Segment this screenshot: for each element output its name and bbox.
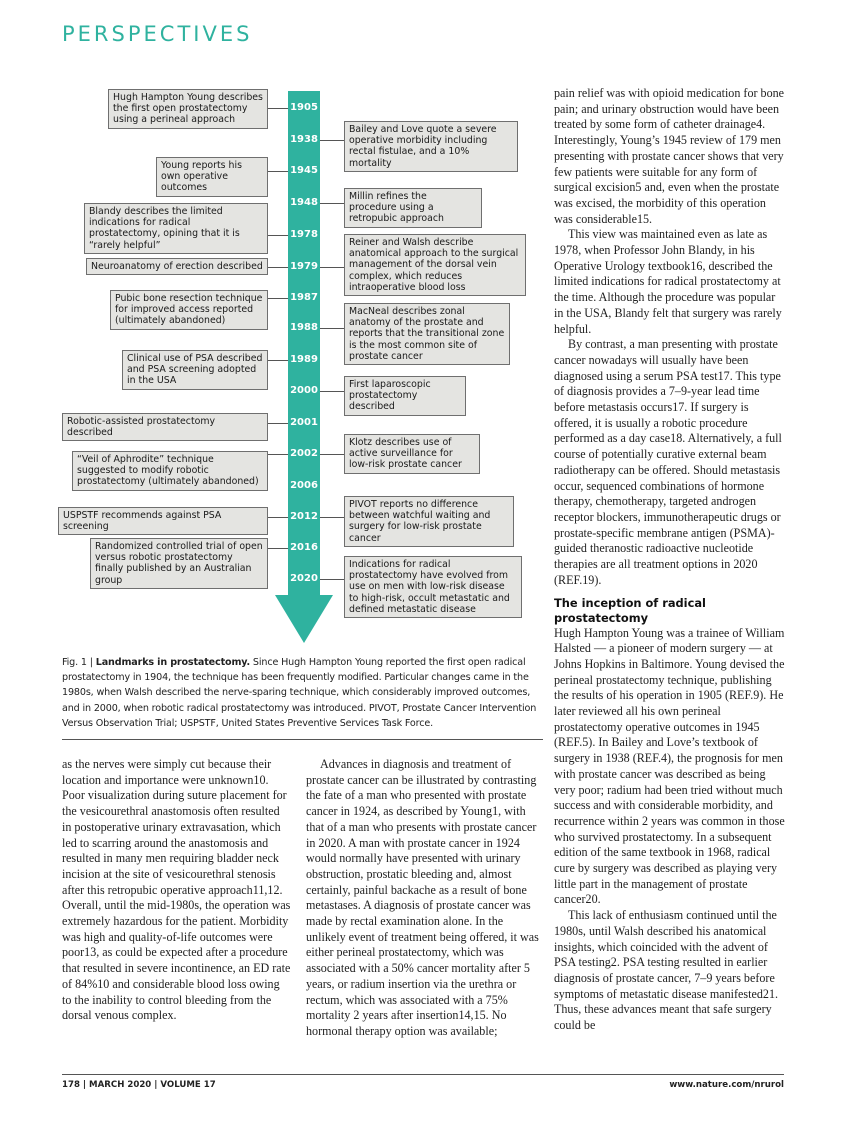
caption-divider [62,739,543,740]
connector-line [268,171,288,172]
body-column-3 [554,86,786,1034]
year-label: 2001 [290,417,318,428]
year-label: 1987 [290,292,318,303]
footer-rule [62,1074,784,1075]
event-box-right: Reiner and Walsh describe anatomical approach to the surgical management of the dorsal vein complex, which reduces intraoperative blood loss [344,234,526,296]
connector-line [268,267,288,268]
connector-line [268,423,288,424]
event-box-right: Bailey and Love quote a severe operative morbidity including rectal fistulae, and a 10% mortality [344,121,518,172]
timeline-arrowhead [275,595,333,643]
connector-line [320,267,344,268]
year-label: 2002 [290,448,318,459]
event-box-left: Randomized controlled trial of open versus robotic prostatectomy finally published by an Australian group [90,538,268,589]
section-label: PERSPECTIVES [62,22,253,46]
connector-line [268,517,288,518]
paragraph: This lack of enthusiasm continued until the 1980s, until Walsh described his anatomical insights, which coincided with the advent of PSA testing2. PSA testing resulted in earlier diagnosis of prostate cancer, 7–9 years before symptoms of metastatic disease manifested21. Thus, these advances meant that safe surgery could be [554,908,779,1033]
paragraph: pain relief was with opioid medication for bone pain; and urinary obstruction would have been treated by some form of catheter drainage4. Interestingly, Young’s 1945 review of 179 men presenting with prostate cancer shows that very few patients were suitable for any form of surgical excision5 and, even when the prostate was excised, the morbidity of this operation was considerable15. [554,86,785,226]
event-box-right: Klotz describes use of active surveillance for low-risk prostate cancer [344,434,480,474]
figure-caption: Fig. 1 | Landmarks in prostatectomy. Since Hugh Hampton Young reported the first open radical prostatectomy in 1904, the technique has been frequently modified. Particular changes came in the 1980s, when Walsh described the nerve-sparing technique, which considerably improved outcomes, and in 2000, when robotic radical prostatectomy was introduced. PIVOT, Prostate Cancer Intervention Versus Observation Trial; USPSTF, United States Preventive Services Task Force. [62,657,537,729]
event-box-right: MacNeal describes zonal anatomy of the prostate and reports that the transitional zone is the most common site of prostate cancer [344,303,510,365]
footer-url[interactable]: www.nature.com/nrurol [669,1080,784,1090]
paragraph: This view was maintained even as late as 1978, when Professor John Blandy, in his Operative Urology textbook16, described the limited indications for radical prostatectomy at the time. Although the procedure was popular in the USA, Blandy felt that surgery was rarely helpful. [554,227,782,336]
year-label: 2012 [290,511,318,522]
event-box-left: USPSTF recommends against PSA screening [58,507,268,535]
year-label: 1905 [290,102,318,113]
connector-line [320,391,344,392]
event-box-left: Hugh Hampton Young describes the first open prostatectomy using a perineal approach [108,89,268,129]
connector-line [320,454,344,455]
event-box-right: Indications for radical prostatectomy have evolved from use on men with low-risk disease to high-risk, occult metastatic and defined metastatic disease [344,556,522,618]
paragraph: Advances in diagnosis and treatment of prostate cancer can be illustrated by contrasting the fate of a man who presented with prostate cancer in 1924, as described by Young1, with that of a man who presents with prostate cancer in 2020. A man with prostate cancer in 1924 would normally have presented with urinary obstruction, prostatic bleeding and, almost certainly, painful backache as a result of bone metastases. A diagnosis of prostate cancer was made by rectal examination alone. In the unlikely event of treatment being offered, it was either perineal prostatectomy, which was associated with a 50% cancer mortality after 5 years, or radium insertion via the urethra or rectum, which was associated with a 75% mortality 2 years after insertion14,15. No hormonal therapy option was available; [306,757,539,1038]
paragraph: as the nerves were simply cut because their location and importance were unknown10. Poor visualization during suture placement for the vesicourethral anastomosis often resulted in postoperative urinary extravasation, which led to scarring around the anastomosis and resulted in many men requiring bladder neck incision at the site of vesicourethral stenosis after this retropubic operative approach11,12. Overall, until the mid-1980s, the operation was extremely hazardous for the patient. Morbidity was high and quality-of-life outcomes were poor13, as could be expected after a procedure that resulted in severe incontinence, an ED rate of 84%10 and considerable blood loss owing to the inability to control bleeding from the dorsal venous complex. [62,757,291,1023]
year-label: 1948 [290,197,318,208]
event-box-left: Blandy describes the limited indications for radical prostatectomy, opining that it is “rarely helpful” [84,203,268,254]
body-column-1 [62,757,292,1024]
connector-line [320,203,344,204]
connector-line [268,360,288,361]
event-box-right: Millin refines the procedure using a retropubic approach [344,188,482,228]
year-label: 2020 [290,573,318,584]
connector-line [268,298,288,299]
footer-issue: 178 | MARCH 2020 | VOLUME 17 [62,1080,216,1090]
section-heading: The inception of radical prostatectomy [554,595,706,625]
event-box-right: PIVOT reports no difference between watchful waiting and surgery for low-risk prostate cancer [344,496,514,547]
connector-line [268,454,288,455]
paragraph: By contrast, a man presenting with prostate cancer nowadays will usually have been diagnosed using a serum PSA test17. This type of diagnosis provides a 7–9-year lead time before metastasis occurs17. If surgery is offered, it is usually a robotic procedure performed as a day case18. Alternatively, a full course of potentially curative external beam radiotherapy can be offered. Should metastasis occur, sequenced combinations of hormone therapy, chemotherapy, targeted androgen receptor blockers, immunotherapeutic drugs or prostate-specific membrane antigen (PSMA)-guided theranostic radioactive nucleotide therapies are all treatment options in 2020 (REF.19). [554,337,782,587]
event-box-left: Clinical use of PSA described and PSA screening adopted in the USA [122,350,268,390]
year-label: 1938 [290,134,318,145]
event-box-left: Robotic-assisted prostatectomy described [62,413,268,441]
event-box-left: Young reports his own operative outcomes [156,157,268,197]
year-label: 2000 [290,385,318,396]
paragraph: Hugh Hampton Young was a trainee of William Halsted — a pioneer of modern surgery — at Johns Hopkins in Baltimore. Young devised the perineal prostatectomy technique, publishing the results of his operation in 1905 (REF.9). He later reviewed all his own perineal prostatectomy operative outcomes in 1945 (REF.5). In Bailey and Love’s textbook of surgery in 1938 (REF.4), the prognosis for men with prostate cancer was described as being very poor; radium had been tried without much success and with considerable morbidity, and recurrence within 2 years was common in those who survived prostatectomy. In a subsequent edition of the same textbook in 1968, radical cure by surgery was described as playing very little part in the management of prostate cancer20. [554,625,785,907]
event-box-left: Pubic bone resection technique for improved access reported (ultimately abandoned) [110,290,268,330]
year-label: 2016 [290,542,318,553]
connector-line [268,548,288,549]
event-box-right: First laparoscopic prostatectomy described [344,376,466,416]
connector-line [268,108,288,109]
year-label: 1979 [290,261,318,272]
connector-line [320,140,344,141]
year-label: 1988 [290,322,318,333]
year-label: 1989 [290,354,318,365]
connector-line [320,517,344,518]
event-box-left: “Veil of Aphrodite” technique suggested to modify robotic prostatectomy (ultimately abandoned) [72,451,268,491]
year-label: 1978 [290,229,318,240]
body-column-2 [306,757,542,1040]
connector-line [320,579,344,580]
connector-line [320,328,344,329]
year-label: 2006 [290,480,318,491]
event-box-left: Neuroanatomy of erection described [86,258,268,275]
year-label: 1945 [290,165,318,176]
connector-line [268,235,288,236]
